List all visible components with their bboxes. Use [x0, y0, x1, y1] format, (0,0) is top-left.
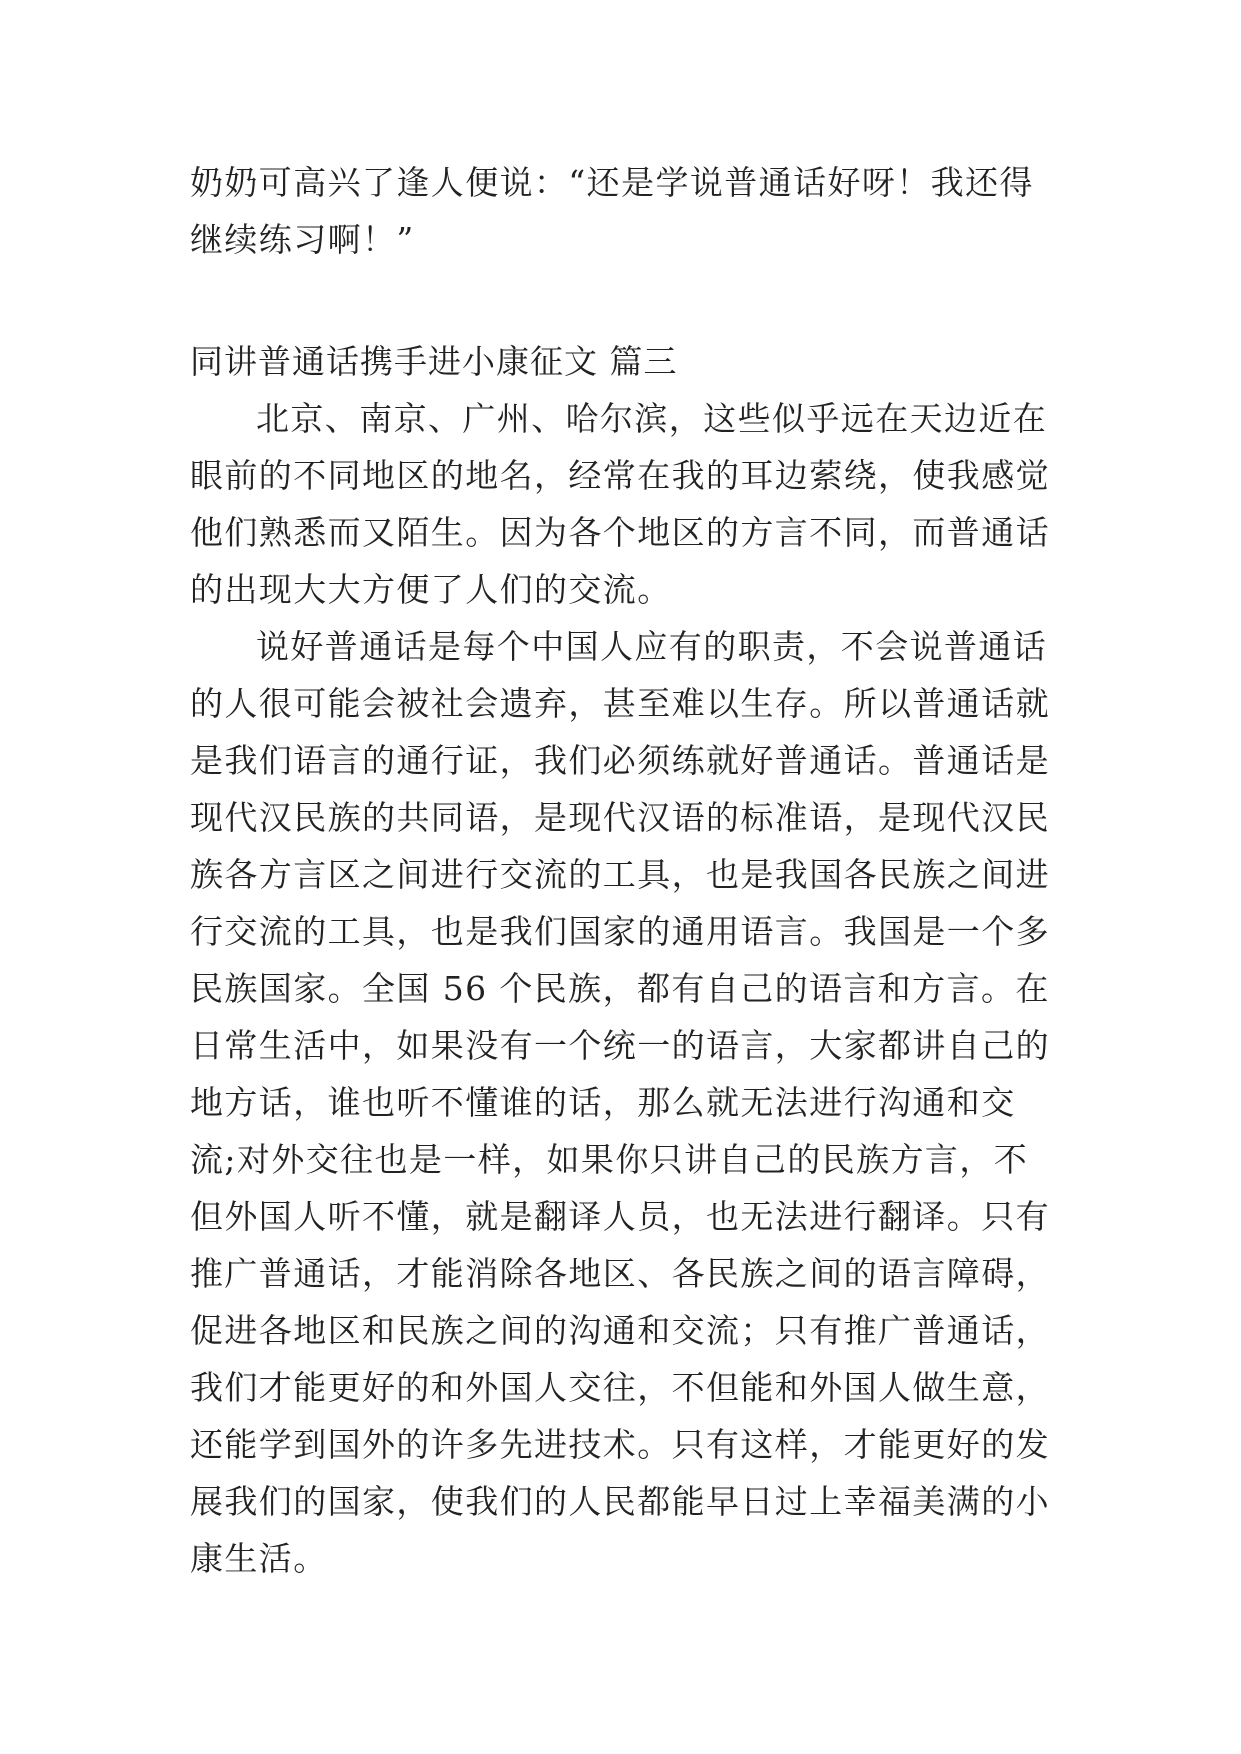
section-title: 同讲普通话携手进小康征文 篇三 — [190, 342, 678, 381]
paragraph-1: 北京、南京、广州、哈尔滨，这些似乎远在天边近在眼前的不同地区的地名，经常在我的耳边萦绕，使我感觉他们熟悉而又陌生。因为各个地区的方言不同，而普通话的出现大大方便了人们的交流。 — [190, 399, 1050, 609]
paragraph-ending: 奶奶可高兴了逢人便说：“还是学说普通话好呀！我还得继续练习啊！” — [190, 163, 1034, 259]
paragraph-2: 说好普通话是每个中国人应有的职责，不会说普通话的人很可能会被社会遗弃，甚至难以生存。所以普通话就是我们语言的通行证，我们必须练就好普通话。普通话是现代汉民族的共同语，是现代汉语的标准语，是现代汉民族各方言区之间进行交流的工具，也是我国各民族之间进行交流的工具，也是我们国家的通用语言。我国是一个多民族国家。全国 56 个民族，都有自己的语言和方言。在日常生活中，如果没有一个统一的语言，大家都讲自己的地方话，谁也听不懂谁的话，那么就无法进行沟通和交流;对外交往也是一样，如果你只讲自己的民族方言，不但外国人听不懂，就是翻译人员，也无法进行翻译。只有推广普通话，才能消除各地区、各民族之间的语言障碍，促进各地区和民族之间的沟通和交流；只有推广普通话，我们才能更好的和外国人交往，不但能和外国人做生意，还能学到国外的许多先进技术。只有这样，才能更好的发展我们的国家，使我们的人民都能早日过上幸福美满的小康生活。 — [190, 627, 1050, 1578]
